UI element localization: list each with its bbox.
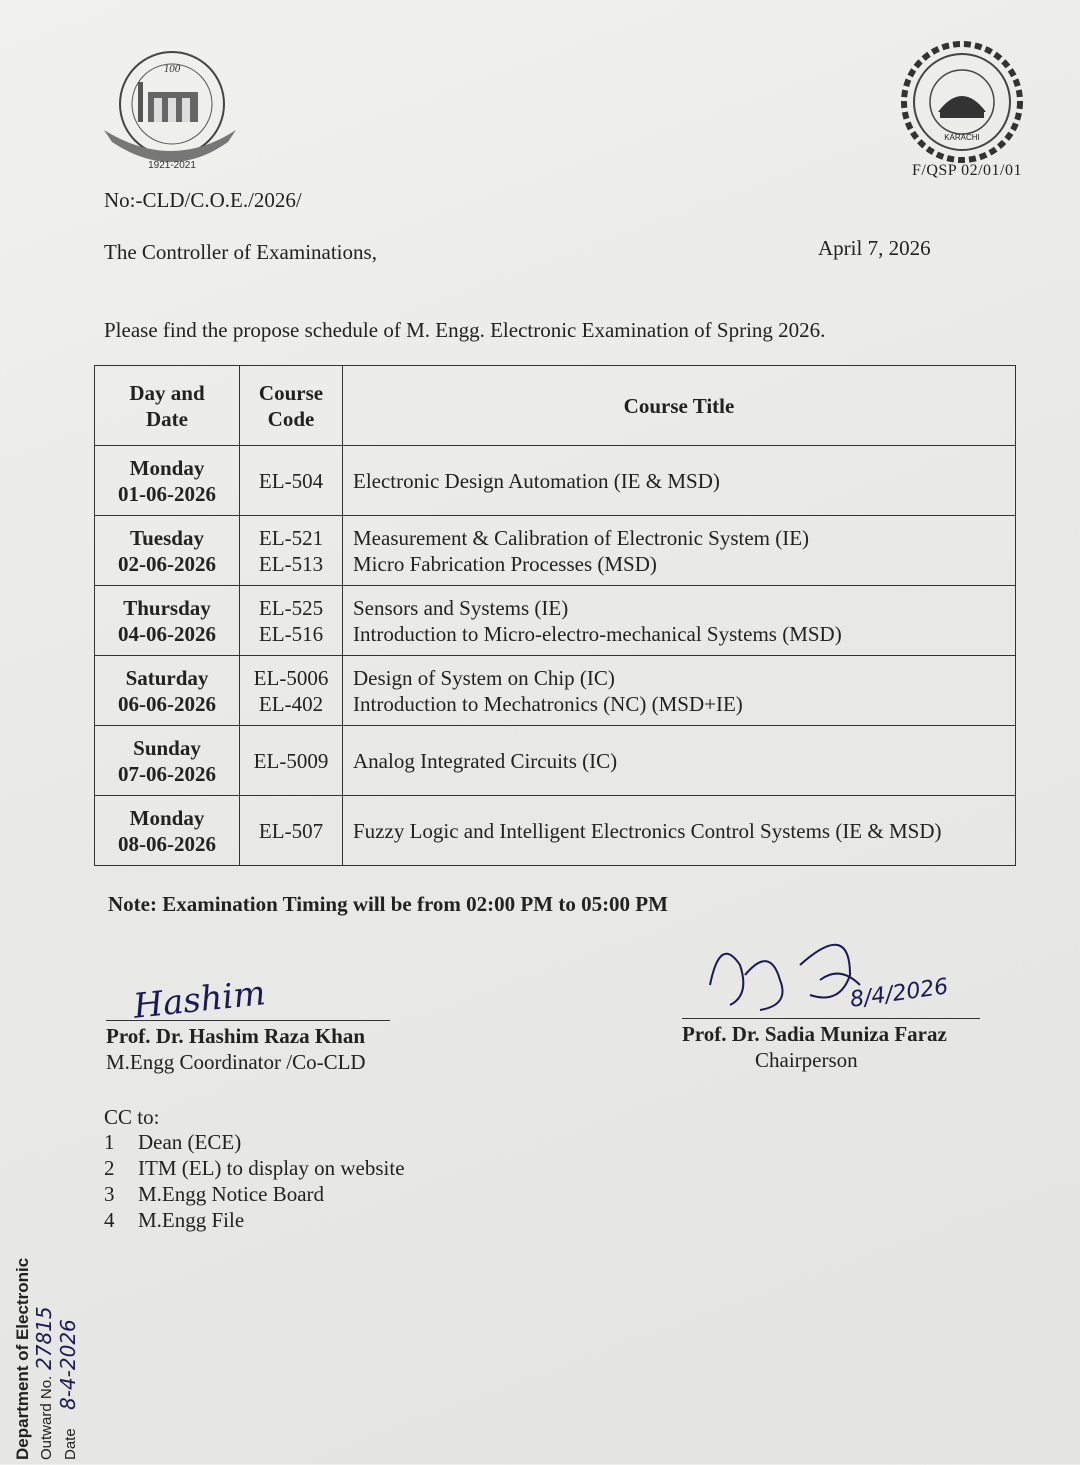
course-title: Fuzzy Logic and Intelligent Electronics Control Systems (IE & MSD) xyxy=(353,818,942,843)
day-date-cell xyxy=(95,796,240,866)
exam-day: Saturday xyxy=(125,665,209,690)
table-row xyxy=(95,516,1016,586)
letter-date: April 7, 2026 xyxy=(818,236,931,260)
course-title-cell xyxy=(343,796,1016,866)
course-title: Electronic Design Automation (IE & MSD) xyxy=(353,468,720,493)
course-code-cell xyxy=(240,516,343,586)
cc-item xyxy=(104,1156,405,1181)
cc-item-number: 2 xyxy=(104,1156,115,1180)
course-code: EL-5006 xyxy=(253,665,329,690)
exam-day: Monday xyxy=(129,455,205,480)
addressee: The Controller of Examinations, xyxy=(104,240,377,264)
exam-day: Monday xyxy=(129,805,205,830)
cc-item-number: 4 xyxy=(104,1208,115,1232)
exam-day: Thursday xyxy=(123,595,211,620)
svg-text:100: 100 xyxy=(163,63,181,75)
exam-date: 01-06-2026 xyxy=(118,481,216,506)
exam-schedule-table xyxy=(94,365,1016,866)
svg-text:Date: Date xyxy=(62,1428,79,1460)
exam-date: 02-06-2026 xyxy=(118,551,216,576)
cc-item-text: M.Engg File xyxy=(138,1208,245,1232)
svg-text:8-4-2026: 8-4-2026 xyxy=(56,1319,80,1410)
signature-line-right xyxy=(682,1018,980,1019)
cc-item xyxy=(104,1208,244,1233)
form-code: F/QSP 02/01/01 xyxy=(912,162,1022,179)
chairperson-role: Chairperson xyxy=(755,1048,858,1072)
day-date-cell xyxy=(95,586,240,656)
course-code-cell xyxy=(240,586,343,656)
course-title: Introduction to Micro-electro-mechanical Systems (MSD) xyxy=(353,621,842,646)
course-title-cell xyxy=(343,656,1016,726)
course-title: Introduction to Mechatronics (NC) (MSD+IE) xyxy=(353,691,743,716)
table-row xyxy=(95,586,1016,656)
course-title: Sensors and Systems (IE) xyxy=(353,595,569,620)
cc-item-number: 3 xyxy=(104,1182,115,1206)
day-date-cell xyxy=(95,726,240,796)
cc-item-text: Dean (ECE) xyxy=(138,1130,242,1154)
exam-date: 08-06-2026 xyxy=(118,831,216,856)
table-row xyxy=(95,796,1016,866)
svg-text:8/4/2026: 8/4/2026 xyxy=(848,974,950,1013)
day-date-cell xyxy=(95,516,240,586)
course-title-cell xyxy=(343,726,1016,796)
exam-day: Tuesday xyxy=(130,525,204,550)
svg-text:Hashim: Hashim xyxy=(131,973,268,1027)
cc-item xyxy=(104,1130,241,1155)
course-code: EL-513 xyxy=(258,551,324,576)
coordinator-name: Prof. Dr. Hashim Raza Khan xyxy=(106,1024,366,1048)
svg-text:Department of Electronic: Department of Electronic xyxy=(13,1257,32,1460)
course-code: EL-525 xyxy=(258,595,324,620)
department-outward-stamp xyxy=(13,1215,118,1465)
course-title: Measurement & Calibration of Electronic System (IE) xyxy=(353,525,810,550)
course-title-cell xyxy=(343,446,1016,516)
coordinator-role: M.Engg Coordinator /Co-CLD xyxy=(106,1050,366,1074)
cc-item-number: 1 xyxy=(104,1130,115,1154)
reference-number: No:-CLD/C.O.E./2026/ xyxy=(104,188,302,212)
course-code: EL-516 xyxy=(258,621,324,646)
course-code: EL-507 xyxy=(258,818,324,843)
ned-university-seal xyxy=(900,40,1025,165)
exam-day: Sunday xyxy=(133,735,201,760)
hashim-signature xyxy=(130,968,268,1028)
svg-text:1921-2021: 1921-2021 xyxy=(148,160,196,171)
cc-item xyxy=(104,1182,324,1207)
course-title-cell xyxy=(343,586,1016,656)
header-course-title: Course Title xyxy=(343,366,1016,446)
cc-item-text: ITM (EL) to display on website xyxy=(138,1156,405,1180)
course-code: EL-521 xyxy=(258,525,324,550)
header-course-code: Course Code xyxy=(240,366,343,446)
signature-line-left xyxy=(106,1020,390,1021)
course-code-cell xyxy=(240,446,343,516)
day-date-cell xyxy=(95,656,240,726)
exam-date: 07-06-2026 xyxy=(118,761,216,786)
course-code: EL-5009 xyxy=(253,748,329,773)
table-row xyxy=(95,656,1016,726)
cc-item-text: M.Engg Notice Board xyxy=(138,1182,325,1206)
course-code-cell xyxy=(240,726,343,796)
exam-date: 04-06-2026 xyxy=(118,621,216,646)
course-title: Micro Fabrication Processes (MSD) xyxy=(353,551,657,576)
exam-date: 06-06-2026 xyxy=(118,691,216,716)
header-day-date: Day and Date xyxy=(95,366,240,446)
exam-timing-note: Note: Examination Timing will be from 02:00 PM to 05:00 PM xyxy=(108,892,668,916)
svg-text:27815: 27815 xyxy=(32,1306,56,1370)
course-code-cell xyxy=(240,796,343,866)
chairperson-signature xyxy=(700,925,980,1025)
course-code: EL-402 xyxy=(258,691,324,716)
chairperson-name: Prof. Dr. Sadia Muniza Faraz xyxy=(682,1022,947,1046)
intro-paragraph: Please find the propose schedule of M. Engg. Electronic Examination of Spring 2026. xyxy=(104,318,826,342)
day-date-cell xyxy=(95,446,240,516)
svg-text:KARACHI: KARACHI xyxy=(944,133,980,142)
svg-text:Outward No.: Outward No. xyxy=(38,1375,55,1460)
cc-heading: CC to: xyxy=(104,1105,160,1129)
table-row xyxy=(95,446,1016,516)
course-title-cell xyxy=(343,516,1016,586)
ned-centenary-logo xyxy=(100,42,240,172)
course-title: Design of System on Chip (IC) xyxy=(353,665,615,690)
table-row xyxy=(95,726,1016,796)
table-header-row xyxy=(95,366,1016,446)
course-code: EL-504 xyxy=(258,468,324,493)
course-title: Analog Integrated Circuits (IC) xyxy=(353,748,618,773)
course-code-cell xyxy=(240,656,343,726)
